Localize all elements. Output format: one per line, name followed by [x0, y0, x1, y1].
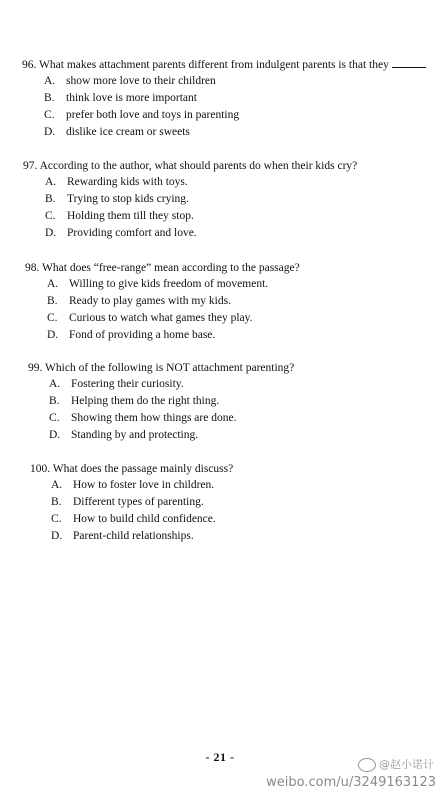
option-d: D. dislike ice cream or sweets	[44, 126, 190, 138]
option-b: B. Trying to stop kids crying.	[45, 193, 189, 205]
option-b: B. think love is more important	[44, 92, 197, 104]
question-98	[0, 261, 440, 344]
option-d: D. Standing by and protecting.	[49, 429, 199, 441]
question-96	[0, 57, 440, 141]
option-b: B. Helping them do the right thing.	[49, 395, 220, 407]
question-stem	[0, 361, 440, 376]
question-number: 100.	[30, 463, 51, 475]
question-text: What makes attachment parents different from indulgent parents is that they	[39, 59, 389, 71]
question-stem	[0, 261, 440, 276]
watermark-handle: @赵小诺计	[358, 756, 434, 772]
question-number: 99.	[28, 362, 43, 374]
option-b: B. Different types of parenting.	[51, 496, 204, 508]
question-99	[0, 361, 440, 444]
question-100	[0, 462, 440, 545]
question-text: According to the author, what should parents do when their kids cry?	[39, 160, 358, 172]
page-number: - 21 -	[205, 750, 235, 764]
option-d: D. Providing comfort and love.	[45, 227, 197, 239]
option-c: C. How to build child confidence.	[51, 513, 216, 525]
option-d: D. Fond of providing a home base.	[47, 329, 216, 341]
option-b: B. Ready to play games with my kids.	[47, 295, 231, 307]
option-a: A. How to foster love in children.	[51, 479, 215, 491]
option-c: C. Holding them till they stop.	[45, 210, 194, 222]
question-number: 97.	[23, 160, 38, 172]
watermark-url: weibo.com/u/3249163123	[266, 775, 436, 790]
option-c: C. Curious to watch what games they play.	[47, 312, 253, 324]
option-c: C. Showing them how things are done.	[49, 412, 237, 424]
question-stem	[0, 462, 440, 477]
option-c: C. prefer both love and toys in parenting	[44, 109, 240, 121]
question-text: What does the passage mainly discuss?	[52, 463, 234, 475]
option-d: D. Parent-child relationships.	[51, 530, 194, 542]
question-stem	[0, 159, 440, 174]
question-number: 98.	[25, 262, 40, 274]
question-number: 96.	[22, 59, 37, 71]
answer-blank	[392, 57, 426, 68]
question-stem	[0, 57, 440, 73]
question-97	[0, 159, 440, 242]
option-a: A. show more love to their children	[44, 75, 216, 87]
option-a: A. Fostering their curiosity.	[49, 378, 184, 390]
option-a: A. Rewarding kids with toys.	[45, 176, 188, 188]
weibo-icon	[358, 758, 376, 772]
question-text: What does “free-range” mean according to the passage?	[42, 262, 300, 274]
question-text: Which of the following is NOT attachment parenting?	[45, 362, 295, 374]
option-a: A. Willing to give kids freedom of movement.	[47, 278, 269, 290]
